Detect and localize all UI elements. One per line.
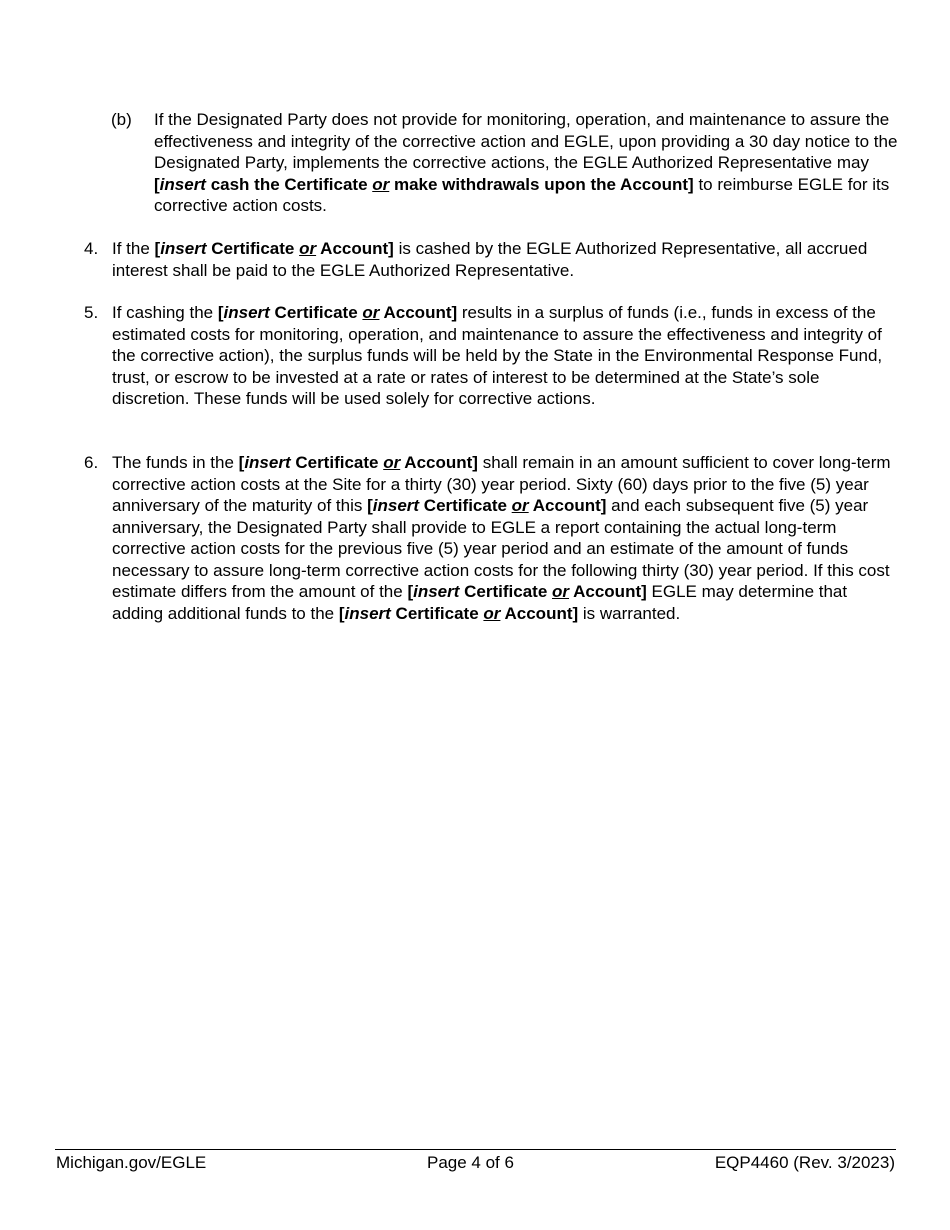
bracket: [ [407, 582, 414, 601]
placeholder-words: cash the Certificate [205, 174, 373, 194]
placeholder-words: Certificate [206, 239, 300, 258]
bracket: [ [154, 174, 160, 194]
list-item-5 [84, 302, 896, 410]
placeholder-words: Account] [528, 496, 607, 515]
placeholder-text [367, 496, 606, 515]
or-word: or [552, 582, 570, 601]
list-item-text [112, 302, 896, 410]
placeholder-text [155, 239, 394, 258]
bracket: [ [154, 239, 161, 258]
placeholder-words: Certificate [459, 582, 553, 601]
placeholder-text [154, 175, 694, 194]
bracket: [ [238, 453, 245, 472]
or-word: or [299, 239, 317, 258]
list-item-text [112, 452, 896, 624]
insert-word: insert [344, 603, 391, 623]
placeholder-words: Certificate [269, 303, 363, 322]
insert-word: insert [372, 496, 420, 515]
placeholder-words: Account] [569, 582, 647, 601]
or-word: or [483, 603, 501, 623]
list-item-6 [84, 452, 896, 624]
list-item-label: 5. [84, 303, 99, 322]
or-word: or [511, 496, 529, 515]
list-item-label: 4. [84, 239, 99, 258]
placeholder-words: Account] [400, 453, 478, 472]
body-text: The funds in the [112, 453, 239, 472]
placeholder-text [218, 303, 457, 322]
body-text: and each subsequent five (5) year anniversary, the Designated Party shall provide to EGLE a report containing the actual long-term corrective action costs for the previous five (5) year period and an estimate of the amount of funds necessary to assure long-term corrective action costs for the following thirty (30) year period. If this cost estimate differs from the amount of the [112, 496, 890, 601]
list-item-label: (b) [111, 110, 132, 129]
placeholder-words: Account] [316, 239, 394, 258]
bracket: [ [217, 303, 224, 322]
placeholder-text [339, 604, 578, 623]
list-item-b [111, 109, 901, 217]
placeholder-words: Certificate [419, 496, 512, 515]
insert-word: insert [160, 239, 207, 258]
bracket: [ [367, 496, 373, 515]
list-item-text [112, 238, 896, 281]
insert-word: insert [223, 303, 270, 322]
footer-website: Michigan.gov/EGLE [56, 1153, 207, 1172]
body-text: to reimburse EGLE for its corrective action costs. [154, 174, 890, 215]
placeholder-text [239, 453, 478, 472]
body-text: If cashing the [112, 303, 218, 322]
placeholder-words: Certificate [390, 603, 484, 623]
or-word: or [372, 174, 390, 194]
footer-form-number: EQP4460 (Rev. 3/2023) [714, 1153, 895, 1172]
insert-word: insert [413, 582, 460, 601]
body-text: results in a surplus of funds (i.e., funds in excess of the estimated costs for monitoring, operation, and maintenance to assure the effectiveness and integrity of the corrective action), the surplus funds will be held by the State in the Environmental Response Fund, trust, or escrow to be invested at a rate or rates of interest to be determined at the State’s sole discretion. These funds will be used solely for corrective actions. [112, 303, 883, 408]
or-word: or [362, 303, 380, 322]
placeholder-words: make withdrawals upon the Account] [389, 174, 694, 194]
placeholder-words: Account] [500, 603, 579, 623]
bracket: [ [338, 603, 345, 623]
insert-word: insert [244, 453, 291, 472]
body-text: shall remain in an amount sufficient to cover long-term corrective action costs at the Site for a thirty (30) year period. Sixty (60) days prior to the five (5) year anniversary of the maturity of this [112, 453, 891, 515]
list-item-text [154, 109, 901, 217]
or-word: or [383, 453, 401, 472]
insert-word: insert [159, 174, 206, 194]
body-text: EGLE may determine that adding additional funds to the [112, 582, 848, 623]
list-item-4 [84, 238, 896, 281]
placeholder-words: Account] [379, 303, 458, 322]
list-item-label: 6. [84, 453, 99, 472]
body-text: If the [112, 239, 155, 258]
body-text: is warranted. [578, 603, 681, 623]
body-text: is cashed by the EGLE Authorized Representative, all accrued interest shall be paid to the EGLE Authorized Representative. [112, 239, 868, 280]
footer-page-number: Page 4 of 6 [427, 1153, 514, 1172]
placeholder-text [407, 582, 646, 601]
body-text: If the Designated Party does not provide for monitoring, operation, and maintenance to assure the effectiveness and integrity of the corrective action and EGLE, upon providing a 30 day notice to the Designated Party, implements the corrective actions, the EGLE Authorized Representative may [154, 110, 898, 172]
placeholder-words: Certificate [290, 453, 384, 472]
footer-divider [55, 1149, 896, 1150]
